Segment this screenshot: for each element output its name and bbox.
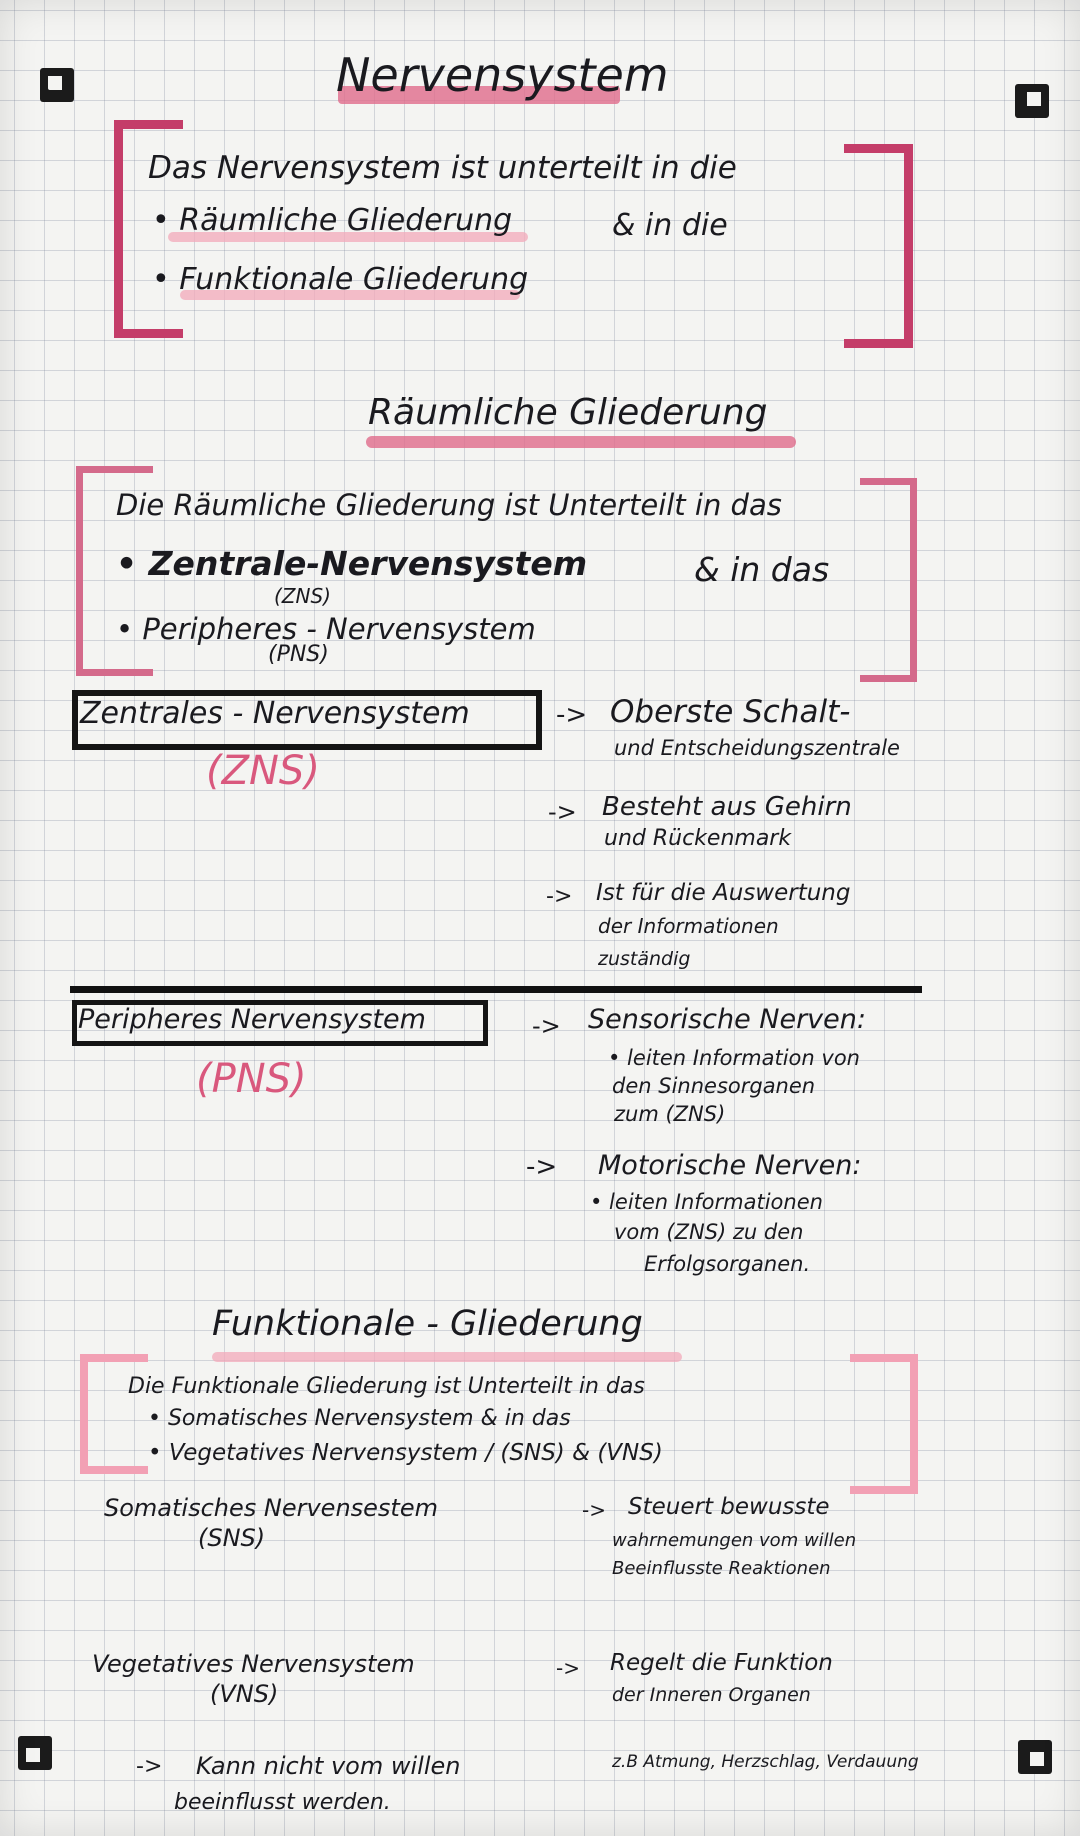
intro-line: Das Nervensystem ist unterteilt in die <box>148 150 737 186</box>
arrow-icon: -> <box>136 1754 163 1779</box>
arrow-icon: -> <box>582 1498 606 1522</box>
zns-abbr: (ZNS) <box>206 748 320 794</box>
heading-wave <box>212 1352 682 1362</box>
raeumlich-item-1-abbr: (ZNS) <box>274 584 331 608</box>
section-heading-funktional: Funktionale - Gliederung <box>212 1304 643 1344</box>
pns-label: Peripheres Nervensystem <box>78 1004 426 1035</box>
vns-desc-1: Regelt die Funktion <box>610 1650 833 1676</box>
intro-item-1: • Räumliche Gliederung <box>152 203 513 238</box>
raeumlich-amp: & in das <box>694 550 830 589</box>
pns-abbr: (PNS) <box>196 1056 307 1102</box>
zns-point-1a: Oberste Schalt- <box>610 694 851 730</box>
scan-corner-icon <box>40 68 74 102</box>
zns-point-3c: zuständig <box>598 948 691 970</box>
arrow-icon: -> <box>546 884 573 909</box>
right-bracket <box>850 1354 918 1494</box>
vns-desc-2: der Inneren Organen <box>612 1684 811 1706</box>
vns-label: Vegetatives Nervensystem <box>92 1650 415 1678</box>
vns-abbr: (VNS) <box>210 1680 279 1708</box>
sns-abbr: (SNS) <box>198 1524 266 1552</box>
arrow-icon: -> <box>548 798 577 826</box>
zns-point-3b: der Informationen <box>598 914 779 938</box>
vns-example: z.B Atmung, Herzschlag, Verdauung <box>612 1752 919 1772</box>
raeumlich-item-2-abbr: (PNS) <box>268 642 329 667</box>
left-bracket <box>80 1354 148 1474</box>
sns-desc-2: wahrnemungen vom willen <box>612 1530 857 1551</box>
arrow-icon: -> <box>532 1012 561 1040</box>
intro-amp: & in die <box>612 208 728 243</box>
funktional-item-1: • Somatisches Nervensystem & in das <box>148 1406 571 1431</box>
motor-line-2: vom (ZNS) zu den <box>614 1220 804 1244</box>
right-bracket <box>860 478 917 682</box>
motor-line-3: Erfolgsorganen. <box>644 1252 811 1276</box>
zns-point-1b: und Entscheidungszentrale <box>614 736 900 760</box>
zns-point-2a: Besteht aus Gehirn <box>602 792 852 822</box>
zns-label: Zentrales - Nervensystem <box>80 696 470 731</box>
right-bracket <box>844 144 913 348</box>
sensory-line-3: zum (ZNS) <box>614 1102 726 1126</box>
sns-label: Somatisches Nervensestem <box>104 1494 438 1522</box>
sensory-line-2: den Sinnesorganen <box>612 1074 816 1098</box>
sensory-nerves-title: Sensorische Nerven: <box>588 1004 866 1035</box>
section-divider <box>70 986 922 993</box>
motor-line-1: • leiten Informationen <box>590 1190 823 1214</box>
section-heading-raeumlich: Räumliche Gliederung <box>368 392 768 433</box>
arrow-icon: -> <box>556 700 588 730</box>
vns-note-1: Kann nicht vom willen <box>196 1752 461 1780</box>
raeumlich-item-1: • Zentrale-Nervensystem <box>116 544 588 583</box>
intro-item-2: • Funktionale Gliederung <box>152 262 529 297</box>
page-title: Nervensystem <box>336 48 669 102</box>
scan-corner-icon <box>1015 84 1049 118</box>
scan-corner-icon <box>18 1736 52 1770</box>
arrow-icon: -> <box>556 1656 580 1680</box>
motor-nerves-title: Motorische Nerven: <box>598 1150 862 1181</box>
sns-desc-3: Beeinflusste Reaktionen <box>612 1558 831 1579</box>
zns-point-2b: und Rückenmark <box>604 826 792 851</box>
scan-corner-icon <box>1018 1740 1052 1774</box>
sensory-line-1: • leiten Information von <box>608 1046 860 1070</box>
raeumlich-item-2: • Peripheres - Nervensystem <box>116 612 536 646</box>
vns-note-2: beeinflusst werden. <box>174 1790 391 1815</box>
sns-desc-1: Steuert bewusste <box>628 1494 830 1520</box>
funktional-item-2: • Vegetatives Nervensystem / (SNS) & (VNS) <box>148 1440 663 1466</box>
zns-point-3a: Ist für die Auswertung <box>596 880 851 906</box>
arrow-icon: -> <box>526 1152 558 1182</box>
raeumlich-intro: Die Räumliche Gliederung ist Unterteilt in das <box>116 488 782 522</box>
funktional-intro: Die Funktionale Gliederung ist Unterteilt in das <box>128 1374 645 1399</box>
heading-wave <box>366 436 796 448</box>
